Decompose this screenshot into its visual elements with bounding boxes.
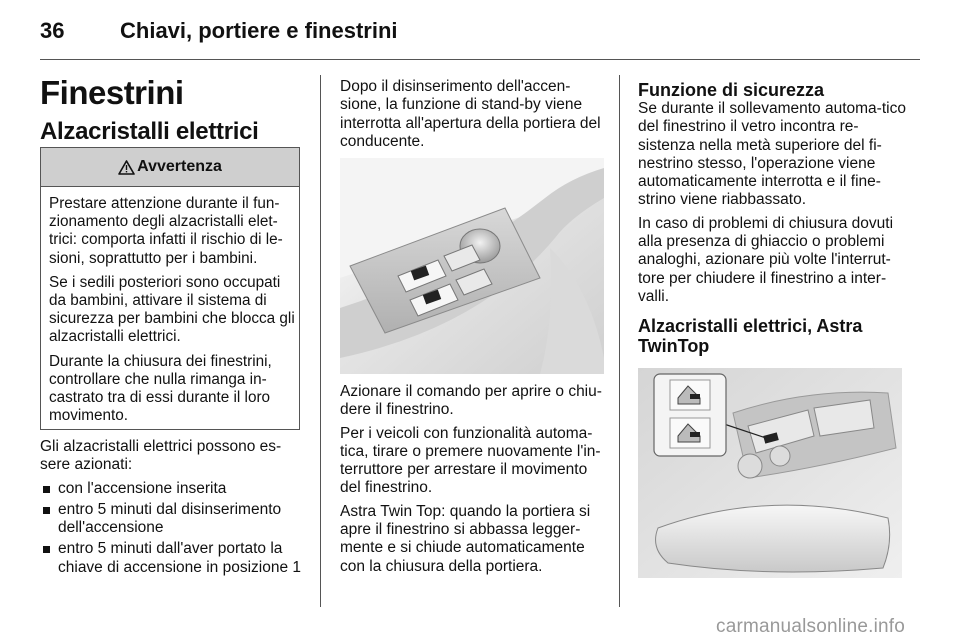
safety-section	[638, 80, 906, 311]
warning-paragraph: Durante la chiusura dei finestrini, controllare che nulla rimanga in-castrato tra di essi durante il loro movimento.	[49, 352, 272, 425]
watermark: carmanualsonline.info	[716, 616, 906, 637]
warning-header	[41, 148, 299, 187]
warning-box	[40, 147, 300, 430]
safety-heading: Funzione di sicurezza	[638, 80, 825, 100]
column-divider-2	[619, 75, 620, 607]
warning-title: Avvertenza	[137, 158, 222, 175]
operation-paragraph: Astra Twin Top: quando la portiera si apre il finestrino si abbassa legger-mente e si chiude automaticamente con la chiusura della portiera.	[340, 502, 591, 575]
operation-text	[340, 383, 606, 581]
activation-text	[40, 438, 302, 580]
window-switch-panel-image	[340, 158, 604, 374]
warning-paragraph: Prestare attenzione durante il fun-zionamento degli alzacristalli elet-trici: comporta infatti il rischio di le-sioni, soprattutto per i bambini.	[49, 195, 283, 267]
chapter-heading: Finestrini	[40, 74, 184, 111]
warning-paragraph: Se i sedili posteriori sono occupati da bambini, attivare il sistema di sicurezza per bambini che blocca gli alzacristalli elettrici.	[49, 273, 295, 346]
safety-paragraph: Se durante il sollevamento automa-tico del finestrino il vetro incontra re-sistenza nella metà superiore del fi-nestrino stesso, l'operazione viene automaticamente interrotta e il fine-strino viene riabbassato.	[638, 100, 906, 209]
twintop-heading: Alzacristalli elettrici, Astra TwinTop	[638, 316, 863, 356]
section-heading: Alzacristalli elettrici	[40, 118, 259, 145]
standby-text: Dopo il disinserimento dell'accen-sione, la funzione di stand-by viene interrotta all'apertura della portiera del conducente.	[340, 78, 601, 150]
activation-list	[40, 480, 302, 577]
operation-paragraph: Azionare il comando per aprire o chiu-dere il finestrino.	[340, 383, 602, 419]
roof-console-switch-image	[638, 368, 902, 578]
section-title: Chiavi, portiere e finestrini	[120, 18, 398, 43]
list-item: entro 5 minuti dall'aver portato la chiave di accensione in posizione 1	[40, 540, 302, 577]
page-number: 36	[40, 18, 65, 43]
standby-paragraph	[340, 78, 604, 156]
activation-intro: Gli alzacristalli elettrici possono es-sere azionati:	[40, 438, 282, 474]
operation-paragraph: Per i veicoli con funzionalità automa-tica, tirare o premere nuovamente l'in-terruttore per arrestare il movimento del finestrino.	[340, 424, 601, 497]
list-item: con l'accensione inserita	[40, 480, 302, 498]
safety-text	[638, 100, 906, 306]
header-divider	[40, 59, 920, 60]
safety-paragraph: In caso di problemi di chiusura dovuti alla presenza di ghiaccio o problemi analoghi, azionare più volte l'interrut-tore per chiudere il finestrino a inter-valli.	[638, 214, 894, 305]
column-divider-1	[320, 75, 321, 607]
warning-triangle-icon	[118, 160, 135, 175]
twintop-illustration	[638, 368, 902, 578]
list-item: entro 5 minuti dal disinserimento dell'accensione	[40, 501, 302, 538]
warning-text	[41, 187, 299, 425]
door-switch-illustration	[340, 158, 604, 374]
